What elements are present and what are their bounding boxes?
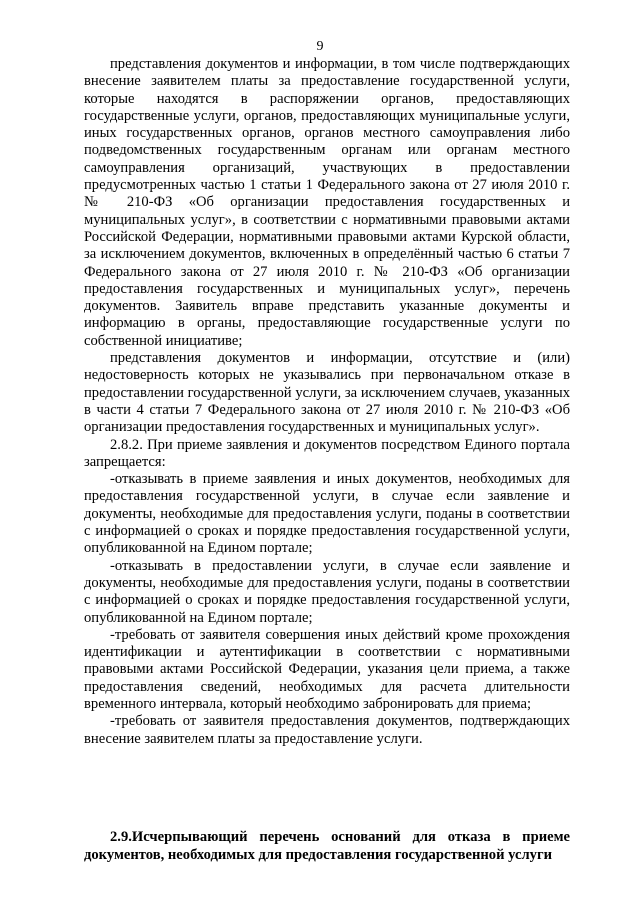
paragraph-require-payment-docs: -требовать от заявителя предоставления документов, подтверждающих внесение заявителем платы за предоставление услуги. bbox=[84, 713, 570, 747]
paragraph-documents-missing: представления документов и информации, отсутствие и (или) недостоверность которых не указывались при первоначальном отказе в предоставлении государственной услуги, за исключением случаев, указанных в части 4 статьи 7 Федерального закона от 27 июля 2010 г. № 210-ФЗ «Об организации предоставления государственных и муниципальных услуг». bbox=[84, 350, 570, 436]
paragraph-2-8-2: 2.8.2. При приеме заявления и документов посредством Единого портала запрещается: bbox=[84, 436, 570, 470]
paragraph-documents-list: представления документов и информации, в том числе подтверждающих внесение заявителем платы за предоставление государственной услуги, которые находятся в распоряжении органов, предоставляющих государственные услуги, органов, предоставляющих муниципальные услуги, иных государственных органов, органов местного самоуправления либо подведомственных государственным органам или органам местного самоуправления организаций, участвующих в предоставлении предусмотренных частью 1 статьи 1 Федерального закона от 27 июля 2010 г. № 210-ФЗ «Об организации предоставления государственных и муниципальных услуг», в соответствии с нормативными правовыми актами Российской Федерации, нормативными правовыми актами Курской области, за исключением документов, включенных в определённый частью 6 статьи 7 Федерального закона от 27 июля 2010 г. № 210-ФЗ «Об организации предоставления государственных и муниципальных услуг», перечень документов. Заявитель вправе представить указанные документы и информацию в органы, предоставляющие государственные услуги по собственной инициативе; bbox=[84, 56, 570, 349]
paragraph-refuse-service: -отказывать в предоставлении услуги, в случае если заявление и документы, необходимые для предоставления услуги, поданы в соответствии с информацией о сроках и порядке предоставления государственной услуги, опубликованной на Едином портале; bbox=[84, 557, 570, 626]
body-text bbox=[84, 56, 570, 748]
paragraph-refuse-acceptance: -отказывать в приеме заявления и иных документов, необходимых для предоставления государственной услуги, в случае если заявление и документы, необходимые для предоставления услуги, поданы в соответствии с информацией о сроках и порядке предоставления государственной услуги, опубликованной на Едином портале; bbox=[84, 471, 570, 557]
page-number: 9 bbox=[316, 39, 324, 54]
paragraph-require-actions: -требовать от заявителя совершения иных действий кроме прохождения идентификации и аутентификации в соответствии с нормативными правовыми актами Российской Федерации, указания цели приема, а также предоставления сведений, необходимых для расчета длительности временного интервала, который необходимо забронировать для приема; bbox=[84, 626, 570, 712]
section-heading-2-9: 2.9.Исчерпывающий перечень оснований для отказа в приеме документов, необходимых для предоставления государственной услуги bbox=[84, 829, 570, 863]
